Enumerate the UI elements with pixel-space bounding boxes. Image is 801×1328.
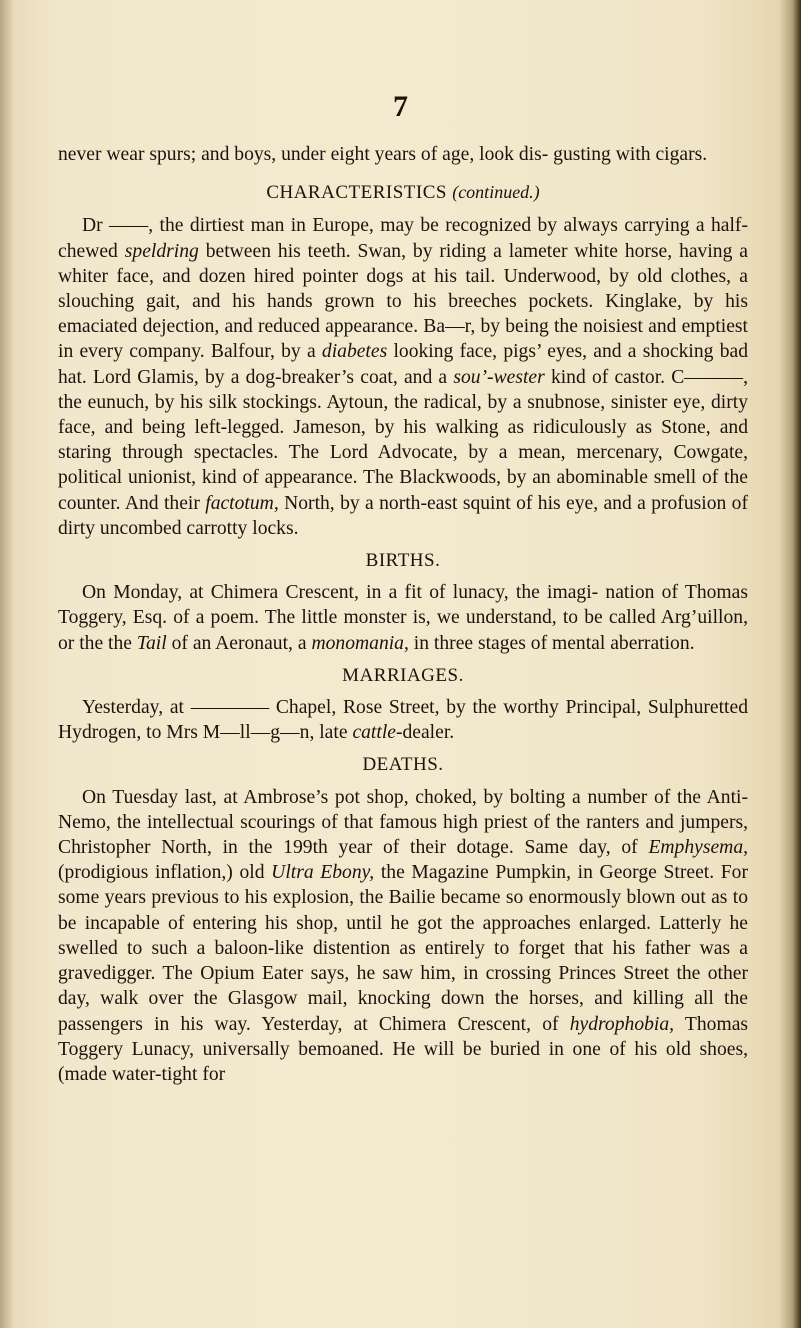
characteristics-italic-4: factotum, (205, 492, 279, 514)
marriages-heading: MARRIAGES. (342, 664, 464, 686)
deaths-text-3: the Magazine Pumpkin, in George Street. For some years previous to his explosion, the Bailie became so enormously blown out as to be incapable of entering his shop, until he got the approaches enlarged. Latterly he swelled to such a baloon-like distention as entirely to forget that his father was a gravedigger. The Opium Eater says, he saw him, in crossing Princes Street the other day, walk over the Glasgow mail, knocking down the horses, and killing all the passengers in his way. Yesterday, at Chimera Crescent, of (58, 862, 748, 1035)
characteristics-heading-note: (continued.) (452, 182, 540, 203)
births-text-3: in three stages of mental aberration. (413, 632, 695, 654)
births-paragraph (58, 580, 748, 656)
deaths-italic-3: hydrophobia, (569, 1013, 675, 1035)
marriages-paragraph (58, 695, 748, 745)
page-number: 7 (393, 90, 408, 123)
opening-paragraph: never wear spurs; and boys, under eight years of age, look dis- gusting with cigars. (58, 144, 708, 165)
characteristics-italic-2: diabetes (321, 341, 388, 363)
marriages-italic-1: cattle (352, 722, 396, 744)
deaths-text-1: On Tuesday last, at Ambrose’s pot shop, choked, by bolting a number of the Anti-Nemo, the intellectual scourings of that famous high priest of the ranters and jumpers, Christopher North, in the 199th year of their dotage. Same day, of (58, 786, 748, 859)
characteristics-text-2: between his teeth. Swan, by riding a lameter white horse, having a whiter face, and dozen hired pointer dogs at his tail. Underwood, by old clothes, a slouching gait, and his hands grown to his breeches pockets. Kinglake, by his emaciated dejection, and reduced appearance. Ba—r, by being the noisiest and emptiest in every company. Balfour, by a (58, 240, 748, 363)
births-text-2: of an Aeronaut, a (171, 632, 307, 654)
body-text (58, 142, 748, 1087)
characteristics-italic-1: speldring (124, 240, 199, 262)
page-edge-left (0, 0, 14, 1328)
births-italic-2: monomania, (311, 632, 409, 654)
characteristics-text-4: kind of castor. C———, the eunuch, by his silk stockings. Aytoun, the radical, by a snubnose, sinister eye, dirty face, and being left-legged. Jameson, by his walking as ridiculously as Stone, and staring through spectacles. The Lord Advocate, by a mean, mercenary, Cowgate, political unionist, kind of appearance. The Blackwoods, by an abominable smell of the counter. And their (58, 366, 748, 514)
deaths-paragraph (58, 785, 748, 1087)
deaths-text-4: Thomas Toggery Lunacy, universally bemoaned. He will be buried in one of his old shoes, (made water-tight for (58, 1013, 749, 1085)
characteristics-text-5: North, by a north-east squint of his eye, and a profusion of dirty uncombed carrotty locks. (58, 492, 748, 539)
births-text-1: On Monday, at Chimera Crescent, in a fit of lunacy, the imagi- nation of Thomas Toggery, Esq. of a poem. The little monster is, we understand, to be called Arg’uillon, or the the (58, 582, 748, 654)
characteristics-heading-text: CHARACTERISTICS (266, 182, 447, 204)
deaths-text-2: (prodigious inflation,) old (58, 862, 265, 884)
births-heading: BIRTHS. (365, 550, 441, 572)
deaths-italic-1: Emphysema, (648, 837, 749, 859)
characteristics-text-3: looking face, pigs’ eyes, and a shocking bad hat. Lord Glamis, by a dog-breaker’s coat, and a (58, 341, 748, 388)
births-italic-1: Tail (136, 632, 167, 654)
marriages-text-1: Yesterday, at ———— Chapel, Rose Street, by the worthy Principal, Sulphuretted Hydrogen, to Mrs M—ll—g—n, late (58, 697, 748, 744)
page-edge-right (779, 0, 801, 1328)
characteristics-text-1: Dr ——, the dirtiest man in Europe, may be recognized by always carrying a half-chewed (58, 215, 748, 262)
deaths-heading: DEATHS. (362, 754, 444, 776)
characteristics-paragraph (58, 213, 748, 541)
characteristics-italic-3: sou’-wester (453, 366, 545, 388)
deaths-italic-2: Ultra Ebony, (271, 862, 375, 884)
marriages-text-2: -dealer. (395, 722, 455, 744)
characteristics-heading (58, 180, 748, 205)
